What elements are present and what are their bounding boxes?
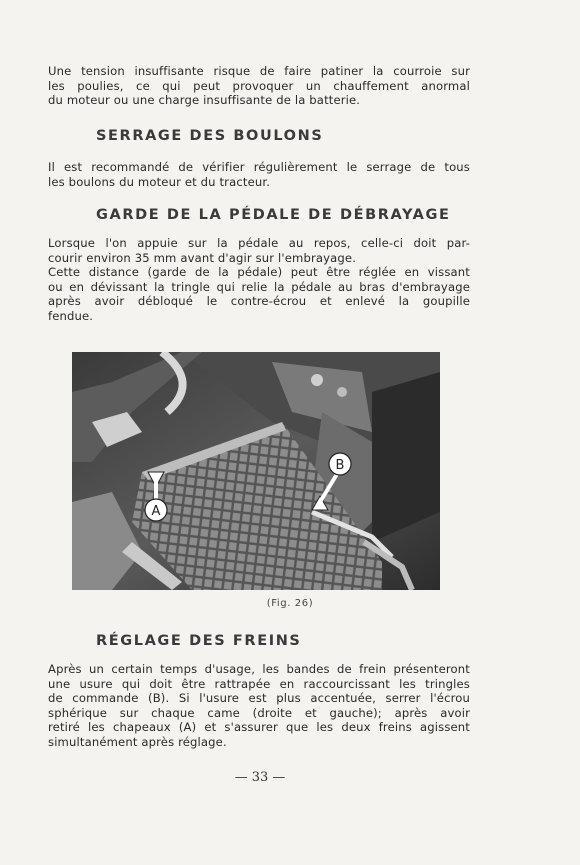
callout-label-b: B (335, 458, 345, 473)
intro-paragraph (48, 64, 470, 108)
text-line: simultanément après réglage. (48, 734, 227, 749)
text-line: retiré les chapeaux (A) et s'assurer que les deux freins agissent (48, 720, 470, 735)
text-line: du moteur ou une charge insuffisante de la batterie. (48, 93, 361, 108)
text-line: Une tension insuffisante risque de faire patiner la courroie sur (48, 64, 470, 78)
text-line: Cette distance (garde de la pédale) peut être réglée en vissant (48, 265, 470, 280)
text-line: les boulons du moteur et du tracteur. (48, 174, 271, 189)
section-heading-pedale: GARDE DE LA PÉDALE DE DÉBRAYAGE (96, 207, 451, 223)
tractor-pedal-photo (72, 352, 440, 590)
text-line: les poulies, ce qui peut provoquer un chauffement anormal (48, 78, 470, 93)
text-line: sphérique sur chaque came (droite et gauche); après avoir (48, 705, 470, 720)
text-line: de commande (B). Si l'usure est plus accentuée, serrer l'écrou (48, 691, 470, 706)
text-line: Il est recommandé de vérifier régulièrement le serrage de tous (48, 160, 470, 174)
text-line: une usure qui doit être rattrapée en raccourcissant les tringles (48, 676, 470, 691)
figure-photo (72, 352, 440, 590)
page-number: — 33 — (234, 770, 286, 785)
callout-label-a: A (151, 504, 161, 519)
section-heading-freins: RÉGLAGE DES FREINS (96, 633, 302, 649)
pedale-paragraph (48, 236, 470, 324)
freins-paragraph (48, 662, 470, 750)
figure-caption: (Fig. 26) (266, 598, 314, 609)
text-line: Après un certain temps d'usage, les bandes de frein présenteront (48, 662, 470, 676)
text-line: après avoir débloqué le contre-écrou et enlevé la goupille (48, 294, 470, 309)
boulons-paragraph (48, 160, 470, 189)
text-line: ou en dévissant la tringle qui relie la pédale au bras d'embrayage (48, 279, 470, 294)
text-line: courir environ 35 mm avant d'agir sur l'embrayage. (48, 250, 357, 265)
text-line: Lorsque l'on appuie sur la pédale au repos, celle-ci doit par- (48, 236, 470, 250)
section-heading-boulons: SERRAGE DES BOULONS (96, 128, 324, 144)
text-line: fendue. (48, 308, 94, 323)
